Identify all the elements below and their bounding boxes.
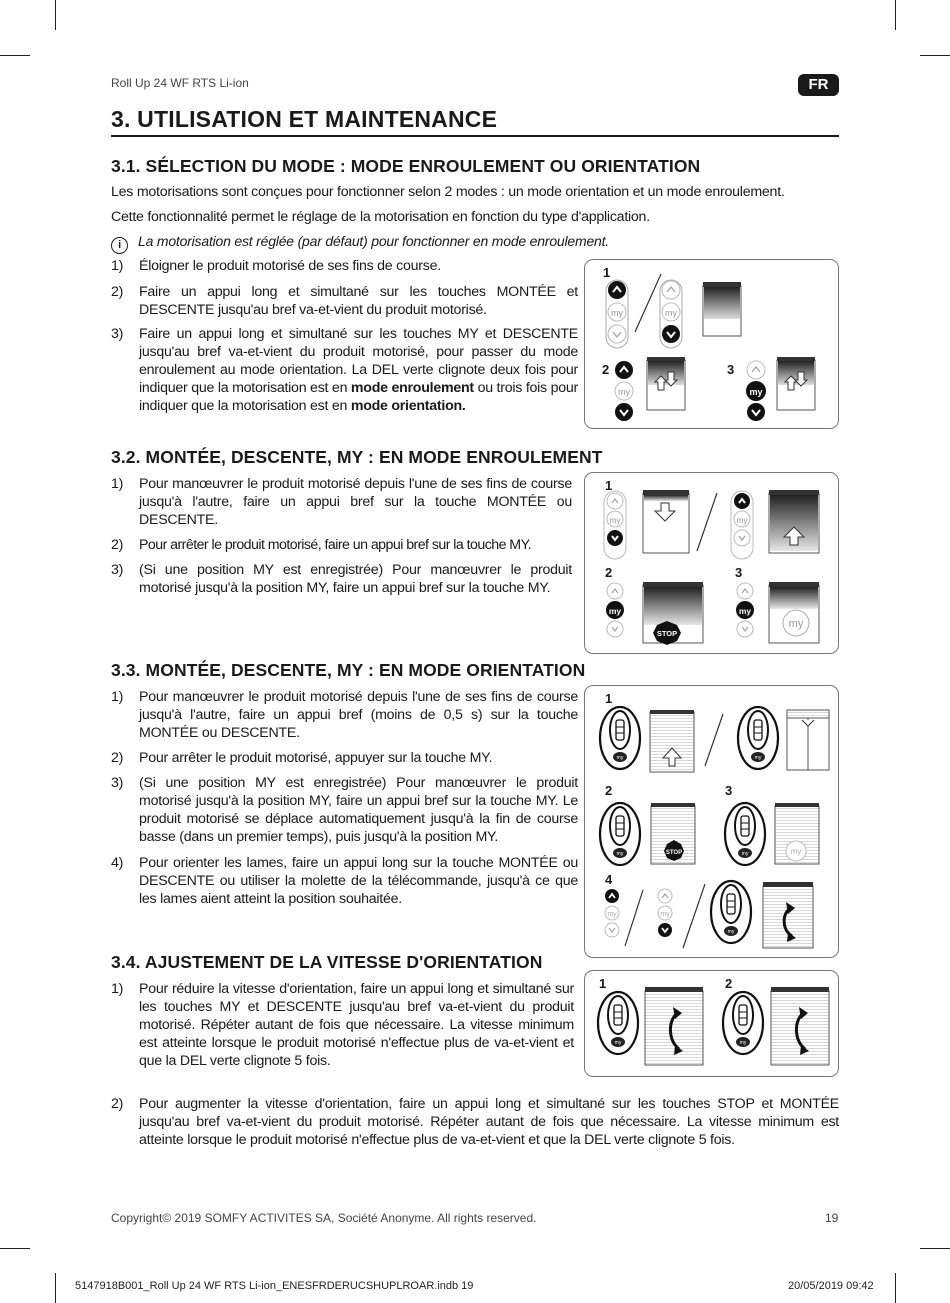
- svg-text:my: my: [788, 618, 804, 630]
- svg-text:my: my: [736, 515, 748, 525]
- figure-illustration: [585, 473, 838, 653]
- step-number: 2: [605, 783, 613, 798]
- crop-mark: [895, 1273, 896, 1303]
- crop-mark: [920, 1248, 950, 1249]
- figure-illustration: [585, 686, 838, 957]
- paragraph: Les motorisations sont conçues pour fonctionner selon 2 modes : un mode orientation et un mode enroulement.: [111, 184, 785, 200]
- section-rule: [111, 135, 839, 137]
- svg-text:my: my: [608, 606, 622, 616]
- language-badge: FR: [798, 74, 839, 96]
- step-number: 1: [605, 691, 613, 706]
- svg-text:my: my: [616, 851, 624, 857]
- subsection-title-3-2: 3.2. MONTÉE, DESCENTE, MY : EN MODE ENROULEMENT: [111, 447, 603, 467]
- subsection-title-3-4: 3.4. AJUSTEMENT DE LA VITESSE D'ORIENTATION: [111, 952, 543, 972]
- step-number: 3: [727, 362, 735, 377]
- svg-text:my: my: [749, 387, 763, 397]
- svg-text:my: my: [738, 606, 752, 616]
- stop-symbol-label: STOP: [665, 850, 683, 856]
- svg-text:my: my: [727, 929, 735, 935]
- step-number: 1: [605, 478, 613, 493]
- step-number: 4: [605, 872, 613, 887]
- figure-mode-selection: [584, 259, 839, 429]
- figure-tilt-mode: [584, 685, 839, 958]
- print-slug: 5147918B001_Roll Up 24 WF RTS Li-ion_ENESFRDERUCSHUPLROAR.indb 19: [75, 1280, 474, 1292]
- page-number: 19: [825, 1211, 839, 1225]
- info-note: i La motorisation est réglée (par défaut) pour fonctionner en mode enroulement.: [111, 233, 609, 254]
- svg-text:my: my: [665, 308, 677, 318]
- crop-mark: [920, 55, 950, 56]
- crop-mark: [0, 55, 30, 56]
- section-title: 3. UTILISATION ET MAINTENANCE: [111, 106, 498, 132]
- figure-illustration: [585, 971, 838, 1076]
- svg-text:my: my: [790, 847, 802, 856]
- subsection-title-3-1: 3.1. SÉLECTION DU MODE : MODE ENROULEMENT OU ORIENTATION: [111, 156, 701, 176]
- figure-rolling-mode: [584, 472, 839, 654]
- svg-text:my: my: [614, 1040, 622, 1046]
- figure-tilt-speed: [584, 970, 839, 1077]
- step-number: 1: [603, 265, 611, 280]
- svg-text:my: my: [741, 851, 749, 857]
- step-number: 3: [735, 565, 743, 580]
- paragraph: Cette fonctionnalité permet le réglage de la motorisation en fonction du type d'application.: [111, 209, 650, 225]
- stop-symbol-label: STOP: [656, 629, 678, 638]
- step-number: 2: [725, 976, 733, 991]
- svg-text:my: my: [618, 387, 630, 397]
- step-number: 2: [605, 565, 613, 580]
- svg-text:my: my: [754, 755, 762, 761]
- svg-text:my: my: [616, 755, 624, 761]
- svg-text:my: my: [739, 1040, 747, 1046]
- running-header: Roll Up 24 WF RTS Li-ion: [111, 76, 249, 90]
- svg-text:my: my: [660, 911, 670, 918]
- svg-text:my: my: [607, 911, 617, 918]
- crop-mark: [55, 1273, 56, 1303]
- print-date: 20/05/2019 09:42: [788, 1280, 874, 1292]
- copyright-footer: Copyright© 2019 SOMFY ACTIVITES SA, Société Anonyme. All rights reserved.: [111, 1211, 537, 1225]
- info-icon: i: [111, 237, 128, 254]
- svg-text:my: my: [609, 515, 621, 525]
- step-number: 3: [725, 783, 733, 798]
- step-number: 1: [599, 976, 607, 991]
- subsection-title-3-3: 3.3. MONTÉE, DESCENTE, MY : EN MODE ORIENTATION: [111, 660, 586, 680]
- crop-mark: [0, 1248, 30, 1249]
- figure-illustration: [585, 260, 838, 428]
- step-number: 2: [602, 362, 610, 377]
- crop-mark: [895, 0, 896, 30]
- crop-mark: [55, 0, 56, 30]
- svg-text:my: my: [611, 308, 623, 318]
